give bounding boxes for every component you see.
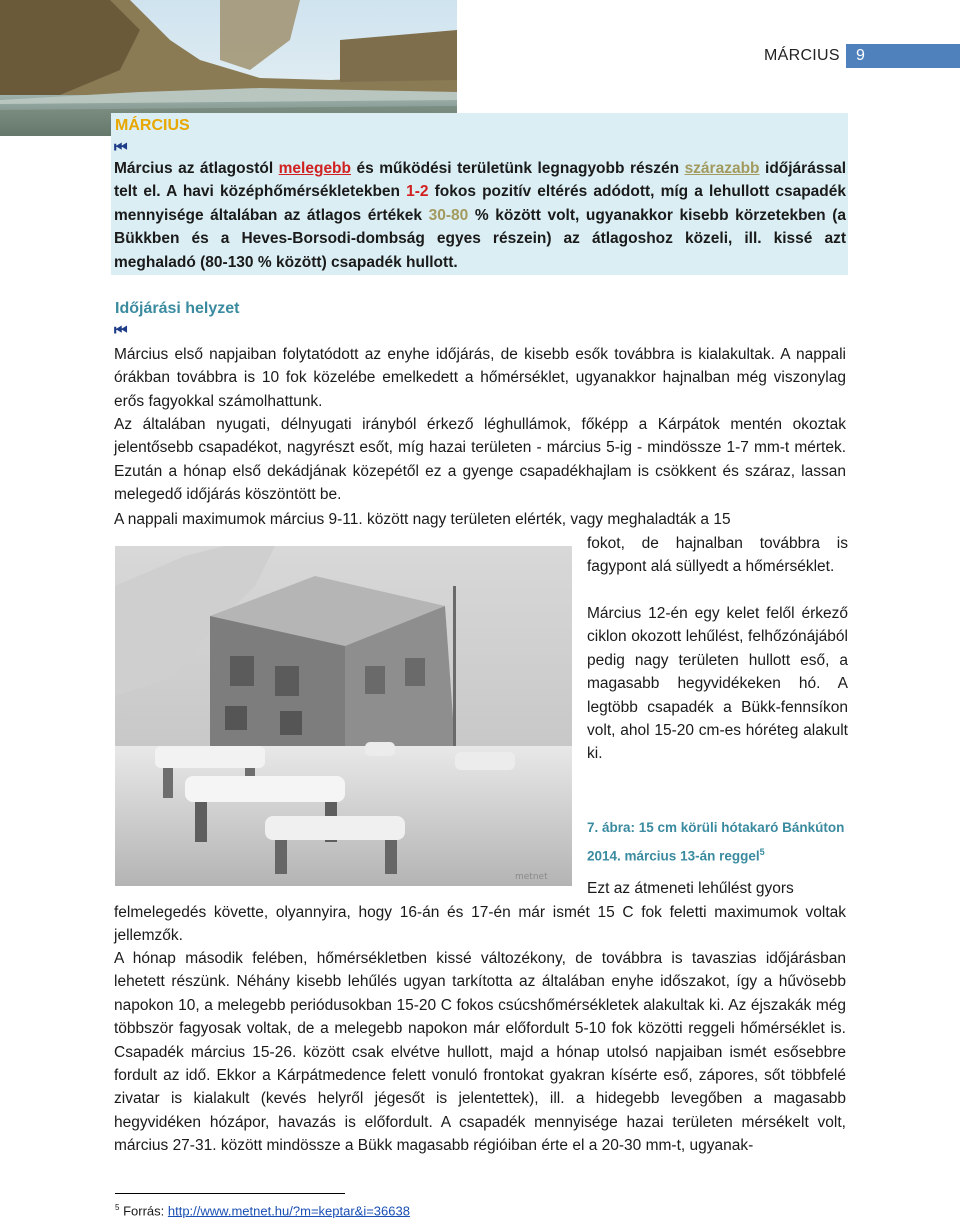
summary-text-part: időjárással telt el. A havi középhőmérsékletekben bbox=[114, 160, 846, 201]
summary-text-part: fokos pozitív eltérés adódott, míg a lehullott csapadék mennyisége általában az átlagos értékek bbox=[114, 183, 847, 224]
highlight-drier-link[interactable]: szárazabb bbox=[684, 160, 760, 177]
paragraph: A hónap második felében, hőmérsékletben kissé változékony, de továbbra is tavaszias időjárásban lehetett részünk. Néhány kisebb lehűlés ugyan tarkította az általában enyhe időszakot, így a hűvösebb napokon 10, a melegebb periódusokban 15-20 C fokos csúcshőmérsékletek alakultak ki. Az éjszakák még többször fagyosak voltak, de a melegebb napokon már előfordult 5-10 fok közötti reggeli hőmérséklet is. Csapadék március 15-26. között csak elvétve hullott, majd a hónap utolsó napjaiban ismét esősebbre fordult az idő. Ekkor a Kárpátmedence felett vonuló frontokat gyakran kísérte eső, zápores, sőt többfelé zivatar is kialakult (kevés helyről jégesőt is jelentettek), ill. a hidegebb levegőben a magasabb hegyvidéken hózápor, havazás is előfordult. A csapadék mennyisége hazai területen mérsékelt volt, március 27-31. között mindössze a Bükk magasabb régióiban érte el a 20-30 mm-t, ugyanak- bbox=[114, 950, 846, 1155]
footnote bbox=[115, 1203, 410, 1218]
paragraph: Március 12-én egy kelet felől érkező ciklon okozott lehűlést, felhőzónájából pedig nagy területen hullott eső, a magasabb hegyvidékeken hó. A legtöbb csapadék a Bükk-fennsíkon volt, ahol 15-20 cm-es hóréteg alakult ki. bbox=[587, 605, 848, 763]
paragraph: Március első napjaiban folytatódott az enyhe időjárás, de kisebb esők továbbra is kialakultak. A nappali órákban továbbra is 10 fok közelébe emelkedett a hőmérséklet, ugyanakkor hajnalban még viszonylag erős fagyokkal számolhattunk. bbox=[114, 346, 846, 410]
source-link[interactable]: http://www.metnet.hu/?m=keptar&i=36638 bbox=[167, 1203, 410, 1219]
running-header-title: MÁRCIUS bbox=[764, 47, 840, 64]
footnote-number: 5 bbox=[115, 1203, 120, 1212]
photo-watermark: metnet bbox=[515, 872, 548, 882]
page-number-badge: 9 bbox=[846, 44, 960, 68]
summary-text-part: Március az átlagostól bbox=[114, 160, 279, 177]
highlight-temperature-range: 1-2 bbox=[406, 183, 429, 201]
back-to-start-icon[interactable]: ⏮ bbox=[114, 322, 124, 339]
paragraph: felmelegedés követte, olyannyira, hogy 16-án és 17-én már ismét 15 C fok feletti maximumok voltak jellemzők. bbox=[114, 904, 846, 945]
footnote-divider bbox=[115, 1193, 345, 1194]
summary-text-part: % között volt, ugyanakkor kisebb körzetekben (a Bükkben és a Heves-Borsodi-dombság egyes részein) az átlagoshoz közeli, ill. kissé azt meghaladó (80-130 % között) csapadék hullott. bbox=[114, 206, 846, 271]
highlight-precipitation-range: 30-80 bbox=[428, 206, 469, 224]
paragraph: fokot, de hajnalban továbbra is fagypont alá süllyedt a hőmérséklet. bbox=[587, 535, 848, 576]
back-to-start-icon[interactable]: ⏮ bbox=[114, 139, 124, 156]
paragraph: Az általában nyugati, délnyugati irányból érkező léghullámok, főképp a Kárpátok mentén okoztak jelentősebb csapadékot, nagyrészt esőt, míg hazai területen - március 5-ig - mindössze 1-7 mm-t mértek. Ezután a hónap első dekádjának közepétől ez a gyenge csapadékhajlam is csökkent és száraz, lassan melegedő időjárás köszöntött be. bbox=[114, 416, 846, 504]
footnote-label: Forrás: bbox=[123, 1203, 168, 1219]
figure-caption-text: 7. ábra: 15 cm körüli hótakaró Bánkúton 2014. március 13-án reggel bbox=[587, 820, 845, 864]
summary-text-part: és működési területünk legnagyobb részén bbox=[351, 160, 685, 177]
summary-paragraph bbox=[114, 157, 846, 274]
highlight-warmer-link[interactable]: melegebb bbox=[278, 160, 351, 177]
weather-section-title: Időjárási helyzet bbox=[115, 300, 240, 317]
paragraph: Ezt az átmeneti lehűlést gyors bbox=[587, 880, 794, 897]
footnote-ref[interactable]: 5 bbox=[759, 847, 765, 857]
snowy-bankut-photo bbox=[115, 546, 572, 886]
figure-caption bbox=[587, 815, 847, 869]
paragraph: A nappali maximumok március 9-11. között nagy területen elérték, vagy meghaladták a 15 bbox=[114, 511, 731, 528]
section-title: MÁRCIUS bbox=[115, 117, 190, 134]
